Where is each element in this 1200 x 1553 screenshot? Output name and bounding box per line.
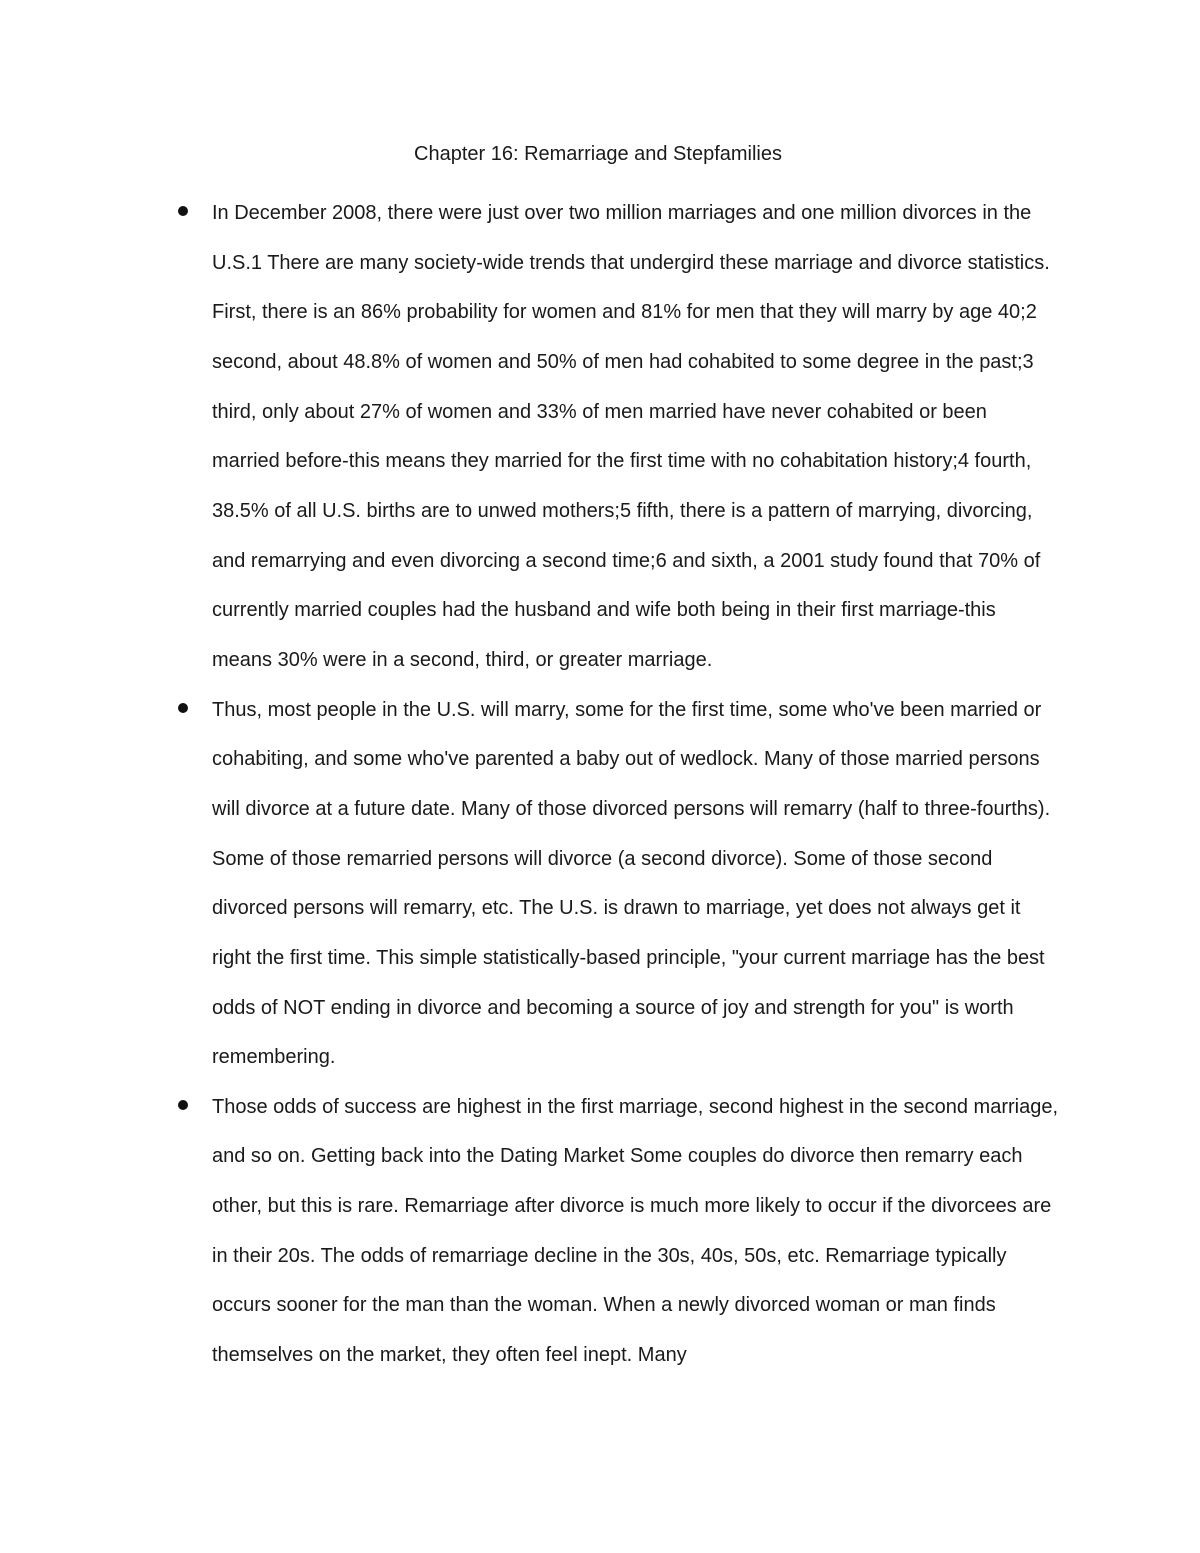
bullet-text: In December 2008, there were just over two million marriages and one million divorces in the U.S.1 There are many society-wide trends that undergird these marriage and divorce statistics. First, there is an 86% probability for women and 81% for men that they will marry by age 40;2 second, about 48.8% of women and 50% of men had cohabited to some degree in the past;3 third, only about 27% of women and 33% of men married have never cohabited or been married before-this means they married for the first time with no cohabitation history;4 fourth, 38.5% of all U.S. births are to unwed mothers;5 fifth, there is a pattern of marrying, divorcing, and remarrying and even divorcing a second time;6 and sixth, a 2001 study found that 70% of currently married couples had the husband and wife both being in their first marriage-this means 30% were in a second, third, or greater marriage. — [212, 202, 1050, 671]
bullet-text: Thus, most people in the U.S. will marry, some for the first time, some who've been married or cohabiting, and some who've parented a baby out of wedlock. Many of those married persons will divorce at a future date. Many of those divorced persons will remarry (half to three-fourths). Some of those remarried persons will divorce (a second divorce). Some of those second divorced persons will remarry, etc. The U.S. is drawn to marriage, yet does not always get it right the first time. This simple statistically-based principle, "your current marriage has the best odds of NOT ending in divorce and becoming a source of joy and strength for you" is worth remembering. — [212, 698, 1051, 1069]
bullet-text: Those odds of success are highest in the first marriage, second highest in the second marriage, and so on. Getting back into the Dating Market Some couples do divorce then remarry each other, but this is rare. Remarriage after divorce is much more likely to occur if the divorcees are in their 20s. The odds of remarriage decline in the 30s, 40s, 50s, etc. Remarriage typically occurs sooner for the man than the woman. When a newly divorced woman or man finds themselves on the market, they often feel inept. Many — [212, 1095, 1059, 1367]
bullet-list — [0, 189, 1200, 1381]
bullet-item — [0, 189, 1060, 686]
bullet-item — [0, 686, 1060, 1083]
bullet-dot-icon — [178, 703, 188, 713]
document-title: Chapter 16: Remarriage and Stepfamilies — [414, 143, 782, 165]
bullet-item — [0, 1083, 1060, 1381]
bullet-dot-icon — [178, 206, 188, 216]
bullet-dot-icon — [178, 1100, 188, 1110]
